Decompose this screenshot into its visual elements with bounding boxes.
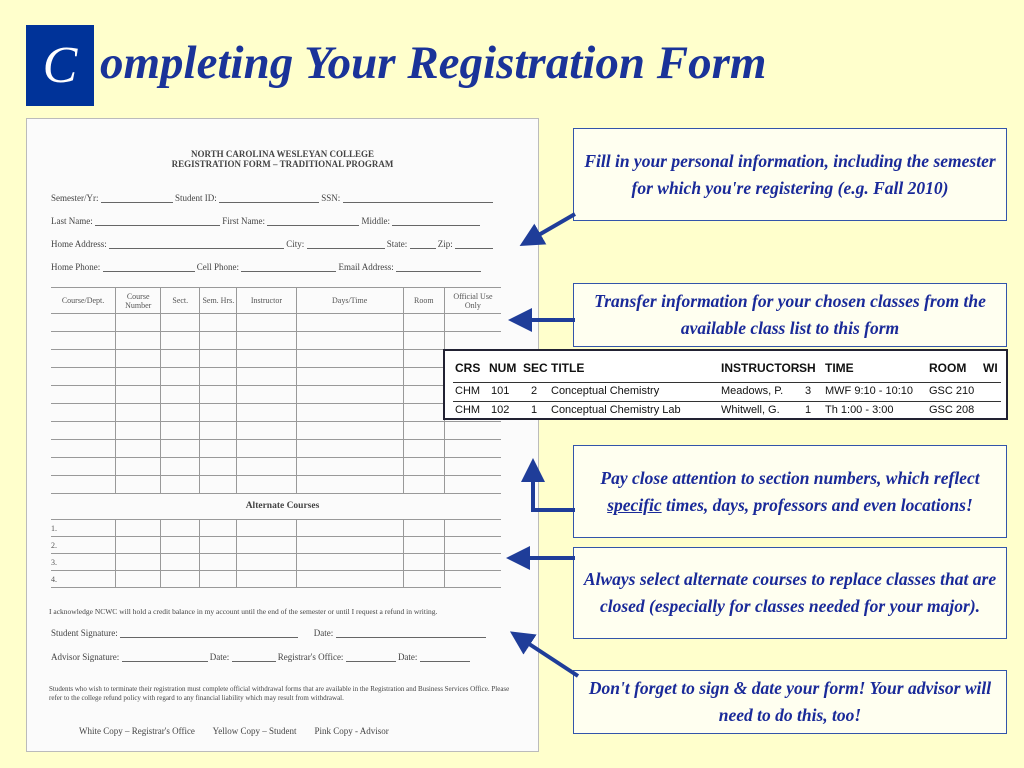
cell-title: Conceptual Chemistry Lab (551, 404, 681, 416)
alternate-row-3: 3. (51, 554, 116, 571)
cell-sh: 3 (805, 385, 812, 397)
callout-alternate-courses: Always select alternate courses to replace classes that are closed (especially for classes needed for your major). (573, 547, 1007, 639)
middle-label: Middle: (361, 216, 390, 226)
page-title: ompleting Your Registration Form (100, 37, 767, 89)
student-date-label: Date: (313, 628, 334, 638)
col-days-time: Days/Time (296, 288, 403, 314)
col-instructor: Instructor (237, 288, 296, 314)
copy-pink: Pink Copy - Advisor (314, 726, 389, 736)
acknowledge-text: I acknowledge NCWC will hold a credit balance in my account until the end of the semester or until I request a refund in writing. (49, 607, 438, 616)
alternate-courses-heading: Alternate Courses (245, 501, 320, 511)
student-id-label: Student ID: (175, 193, 217, 203)
callout-personal-info: Fill in your personal information, including the semester for which you're registering (e.g. Fall 2010) (573, 128, 1007, 221)
arrow-section-icon (533, 470, 575, 510)
cell-instructor: Meadows, P. (721, 385, 784, 397)
cell-room: GSC 210 (929, 385, 975, 397)
zip-label: Zip: (437, 239, 453, 249)
col-room: Room (403, 288, 444, 314)
hdr-time: TIME (825, 361, 854, 375)
copy-yellow: Yellow Copy – Student (212, 726, 297, 736)
arrow-personal-icon (530, 214, 575, 240)
cell-crs: CHM (455, 404, 481, 416)
city-label: City: (286, 239, 305, 249)
cell-sh: 1 (805, 404, 812, 416)
registrar-label: Registrar's Office: (277, 652, 344, 662)
cell-title: Conceptual Chemistry (551, 385, 660, 397)
hdr-crs: CRS (455, 361, 481, 375)
withdraw-note: Students who wish to terminate their registration must complete official withdrawal forms that are available in the Registration and Business Services Office. Please refer to the college refund policy with regard to any financial liability which may result from withdrawal. (49, 685, 510, 702)
col-sect: Sect. (161, 288, 200, 314)
advisor-signature-label: Advisor Signature: (51, 652, 120, 662)
student-signature-label: Student Signature: (51, 628, 118, 638)
callout-section-numbers: Pay close attention to section numbers, which reflect specific times, days, professors and even locations! (573, 445, 1007, 538)
hdr-room: ROOM (929, 361, 967, 375)
title-initial: C (26, 25, 94, 106)
form-header-program: REGISTRATION FORM – TRADITIONAL PROGRAM (171, 159, 394, 169)
home-address-label: Home Address: (51, 239, 107, 249)
semester-label: Semester/Yr: (51, 193, 99, 203)
callout-transfer-info: Transfer information for your chosen classes from the available class list to this form (573, 283, 1007, 347)
col-sem-hrs: Sem. Hrs. (200, 288, 237, 314)
first-name-label: First Name: (222, 216, 265, 226)
hdr-sh: SH (799, 361, 816, 375)
arrow-sign-icon (520, 638, 578, 676)
copy-white: White Copy – Registrar's Office (79, 726, 195, 736)
cell-sec: 2 (531, 385, 538, 397)
cell-room: GSC 208 (929, 404, 975, 416)
alternate-row-2: 2. (51, 537, 116, 554)
alternate-row-4: 4. (51, 571, 116, 588)
advisor-date-label: Date: (209, 652, 230, 662)
col-official-use: Official Use Only (444, 288, 501, 314)
form-header-college: NORTH CAROLINA WESLEYAN COLLEGE (191, 149, 374, 159)
last-name-label: Last Name: (51, 216, 93, 226)
registrar-date-label: Date: (397, 652, 418, 662)
hdr-title: TITLE (551, 361, 585, 375)
cell-crs: CHM (455, 385, 481, 397)
hdr-instructor: INSTRUCTOR (721, 361, 800, 375)
cell-sec: 1 (531, 404, 538, 416)
hdr-sec: SEC (523, 361, 548, 375)
email-label: Email Address: (338, 262, 394, 272)
cell-phone-label: Cell Phone: (196, 262, 239, 272)
alternate-row-1: 1. (51, 520, 116, 537)
cell-time: Th 1:00 - 3:00 (825, 404, 894, 416)
cell-instructor: Whitwell, G. (721, 404, 780, 416)
cell-num: 102 (491, 404, 510, 416)
hdr-num: NUM (489, 361, 517, 375)
specific-emphasis: specific (607, 494, 662, 515)
cell-time: MWF 9:10 - 10:10 (825, 385, 914, 397)
cell-num: 101 (491, 385, 510, 397)
col-course-dept: Course/Dept. (51, 288, 116, 314)
state-label: State: (386, 239, 408, 249)
col-course-number: Course Number (116, 288, 161, 314)
ssn-label: SSN: (321, 193, 341, 203)
hdr-wi: WI (983, 361, 998, 375)
callout-sign-date: Don't forget to sign & date your form! Your advisor will need to do this, too! (573, 670, 1007, 734)
home-phone-label: Home Phone: (51, 262, 101, 272)
